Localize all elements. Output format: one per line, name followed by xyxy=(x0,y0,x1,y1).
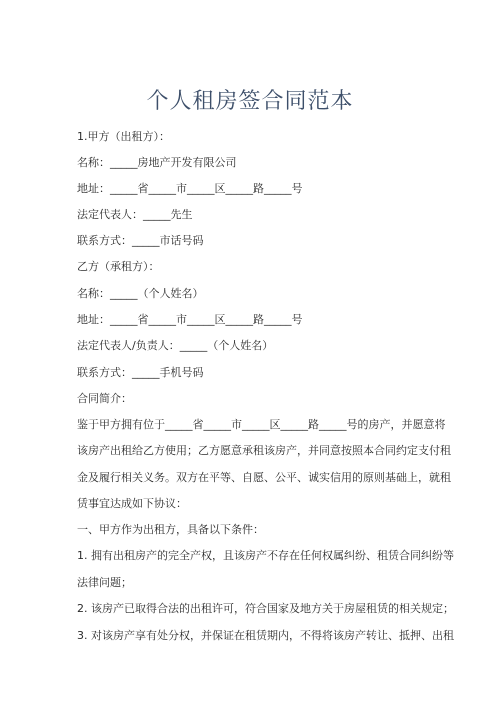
text-line: 2. 该房产已取得合法的出租许可，符合国家及地方关于房屋租赁的相关规定； xyxy=(77,602,454,615)
text-line: 地址：_____省_____市_____区_____路_____号 xyxy=(77,182,303,195)
text-line: 法定代表人：_____先生 xyxy=(77,208,193,221)
text-line: 乙方（承租方）： xyxy=(77,260,160,273)
text-line: 1. 拥有出租房产的完全产权，且该房产不存在任何权属纠纷、租赁合同纠纷等 xyxy=(77,549,454,562)
text-line: 鉴于甲方拥有位于_____省_____市_____区_____路_____号的房产，并愿意将 xyxy=(77,418,446,431)
text-line: 联系方式：_____市话号码 xyxy=(77,234,204,247)
text-line: 地址：_____省_____市_____区_____路_____号 xyxy=(77,313,303,326)
text-line: 一、甲方作为出租方，具备以下条件： xyxy=(77,523,264,536)
text-line: 该房产出租给乙方使用；乙方愿意承租该房产，并同意按照本合同约定支付租 xyxy=(77,444,451,457)
text-line: 名称：_____（个人姓名） xyxy=(77,287,204,300)
text-line: 联系方式：_____手机号码 xyxy=(77,366,204,379)
text-line: 法律问题； xyxy=(77,576,132,589)
text-line: 名称：_____房地产开发有限公司 xyxy=(77,156,237,169)
text-line: 法定代表人/负责人：_____（个人姓名） xyxy=(77,339,274,352)
document-title: 个人租房签合同范本 xyxy=(146,89,354,114)
text-line: 金及履行相关义务。双方在平等、自愿、公平、诚实信用的原则基础上，就租 xyxy=(77,471,451,484)
text-line: 1.甲方（出租方）： xyxy=(77,130,170,143)
text-line: 合同简介： xyxy=(77,392,132,405)
text-line: 赁事宜达成如下协议： xyxy=(77,497,187,510)
text-line: 3. 对该房产享有处分权，并保证在租赁期内，不得将该房产转让、抵押、出租 xyxy=(77,629,454,642)
